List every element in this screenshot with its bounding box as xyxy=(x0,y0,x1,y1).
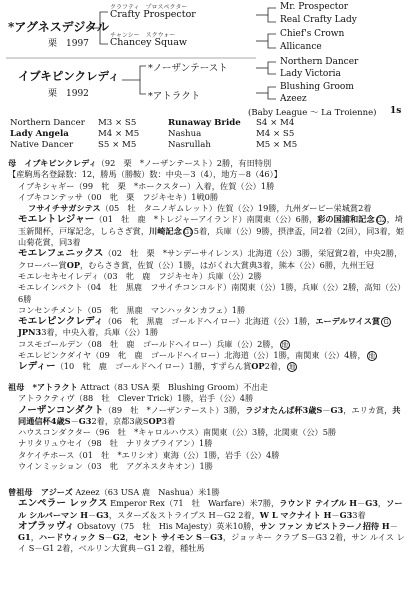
sire-dam-name: Chancey Squaw xyxy=(110,37,188,48)
bold-text: エンペラー レックス xyxy=(18,498,108,510)
dam-section xyxy=(8,158,408,373)
text: － xyxy=(201,532,211,543)
bold-text: 彩の国浦和記念 xyxy=(317,214,375,225)
inbreeding-cross: M4 × M5 xyxy=(98,129,140,139)
text: ウインミッション（03 牝 アグネスタキオン）1勝 xyxy=(18,461,213,472)
bold-text: W L マクナイト H xyxy=(259,509,332,520)
progeny-entry xyxy=(8,405,408,428)
text: イブキコンテッサ（00 牝 栗 フジキセキ）1戦0勝 xyxy=(18,191,219,202)
text: － xyxy=(322,404,331,415)
dam-sire-dam: Lady Victoria xyxy=(280,69,341,79)
bold-text: G3 xyxy=(330,404,344,415)
progeny-entry xyxy=(8,498,408,521)
section-header xyxy=(8,382,408,393)
text: － xyxy=(389,520,398,531)
sire-dam-sire: Chief's Crown xyxy=(280,29,345,39)
inbreeding-ancestor: Native Dancer xyxy=(10,140,74,150)
dam-sire-name: *ノーザンテースト xyxy=(148,63,228,74)
inbreeding-ancestor: Runaway Bride xyxy=(168,118,241,128)
bold-text: OP xyxy=(66,259,81,270)
inbreeding-row xyxy=(10,129,410,140)
progeny-entry xyxy=(8,438,408,449)
circled-mark: 地 xyxy=(368,352,375,361)
text: ， xyxy=(377,498,387,509)
dam-dam-sire: Blushing Groom xyxy=(280,82,354,92)
inbreeding-ancestor: Northern Dancer xyxy=(10,118,85,128)
progeny-entry xyxy=(8,214,408,248)
text: ， xyxy=(125,532,134,543)
bold-text: 母 イブキピンクレディ xyxy=(8,158,97,168)
bold-text: G3 xyxy=(339,509,353,520)
dam-info: 栗 1992 xyxy=(48,89,89,99)
bold-text: モエレトレジャー xyxy=(18,214,95,226)
text: － xyxy=(87,509,97,520)
text: （89 牡 *ノーザンテースト）3勝， xyxy=(103,404,246,415)
text: 5着，兵庫（公）9勝，摂津盃，同2着（2回），同3着，姫山菊花賞，同3着 xyxy=(18,225,405,248)
bold-text: ソール シルバーマン H xyxy=(18,498,403,520)
bold-text: OP xyxy=(251,361,265,372)
inbreeding-cross: S5 × M5 xyxy=(98,140,137,150)
family-note: (Baby League ～ La Troienne) xyxy=(248,108,377,118)
sire-dam-dam: Allicance xyxy=(280,42,322,52)
progeny-entry xyxy=(8,350,408,361)
sire-dam-kana: チャンシー スクウォー xyxy=(110,32,176,39)
text: ハウスコンダクター（96 牡 *キャロルハウス）南関東（公）3勝，北関東（公）5勝 xyxy=(18,427,337,438)
bold-text: G3 xyxy=(210,532,223,543)
text: （92 栗 *ノーザンテースト）2勝，有田特別 xyxy=(96,158,272,168)
text: ，埼玉新聞杯，戸塚記念，しらさぎ賞， xyxy=(18,214,403,236)
text: ，ジョッキー クラブ S－G3 2着，サン ルイス レイ S－G1 2着，ベルリン大賞典－G1 2着，種牡馬 xyxy=(18,532,405,554)
text: ，スターズ＆ストライプス H－G2 2着， xyxy=(108,509,260,520)
text: Attract（83 USA 栗 Blushing Groom）不出走 xyxy=(77,382,268,392)
pedigree-table xyxy=(0,0,415,125)
circled-mark: G1 xyxy=(183,227,194,236)
text: （01 牡 鹿 *トレジャーアイランド）南関東（公）6勝， xyxy=(94,214,318,225)
text: ，エリカ賞， xyxy=(343,404,393,415)
text: ナリタリュウセイ（98 牡 ナリタブライアン）1勝 xyxy=(18,438,213,449)
text: （02 牡 栗 *サンデーサイレンス）北海道（公）3勝，栄冠賞2着，中央2勝，クローバー賞 xyxy=(18,248,403,270)
bold-text: G3 xyxy=(365,498,378,509)
text: （05 牡 タニノギムレット）佐賀（公）19勝，九州ダービー栄城賞2着 xyxy=(100,203,372,214)
section-header xyxy=(8,169,408,180)
sire-info: 栗 1997 xyxy=(48,39,89,49)
text: Obsatovy（75 牡 His Majesty）英米10勝， xyxy=(74,520,260,531)
text: Azeez（63 USA 鹿 Nashua）米1勝 xyxy=(72,487,220,497)
bold-text: オブラッヴィ xyxy=(18,520,75,532)
bold-text: G2 xyxy=(112,532,126,543)
inbreeding-row xyxy=(10,118,410,129)
dam-sire-sire: Northern Dancer xyxy=(280,57,359,67)
circled-mark: 地 xyxy=(281,340,289,349)
progeny-entry xyxy=(8,203,408,214)
text: ， xyxy=(30,532,39,543)
text: イブキシャギー（99 牝 栗 *ホークスター）入着，佐賀（公）1勝 xyxy=(18,180,275,191)
circled-mark: 地 xyxy=(288,363,296,372)
text: － xyxy=(70,415,79,426)
text: （10 牝 鹿 ゴールドヘイロー）1勝，すずらん賞 xyxy=(55,361,252,372)
circled-mark: G xyxy=(381,317,391,327)
text: モエレセキセイレディ（03 牝 鹿 フジキセキ）兵庫（公）2勝 xyxy=(18,270,262,281)
bold-text: サン ファン カピストラーノ招待 H xyxy=(259,520,390,531)
inbreeding-ancestor: Nashua xyxy=(168,129,202,139)
text: コンセンチメント（05 牝 黒鹿 マンハッタンカフェ）1勝 xyxy=(18,304,246,315)
text: 3着 xyxy=(161,415,176,426)
progeny-entry xyxy=(8,316,408,339)
progeny-entry xyxy=(8,450,408,461)
bold-text: ハードウィック S xyxy=(38,532,105,543)
text: ，むらさき賞，佐賀（公）1勝，はがくれ大賞典3着，熊本（公）6勝，九州王冠 xyxy=(80,259,375,270)
progeny-entry xyxy=(8,521,408,555)
progeny-entry xyxy=(8,393,408,404)
text: タケイチホース（01 牡 *エリシオ）東海（公）1勝，岩手（公）4勝 xyxy=(18,449,280,460)
bold-text: ラジオたんぱ杯3歳S xyxy=(245,404,323,415)
bold-text: OP xyxy=(148,415,162,426)
text: アトラクティヴ（88 牡 Clever Trick）1勝，岩手（公）4勝 xyxy=(18,393,254,404)
progeny-entry xyxy=(8,305,408,316)
dam-name: イブキピンクレディ xyxy=(18,69,120,83)
granddam-section xyxy=(8,382,408,472)
inbreeding-list xyxy=(10,118,410,151)
progeny-entry xyxy=(8,192,408,203)
bold-text: 共同通信杯4歳S xyxy=(18,404,401,426)
text: モエレインパクト（04 牡 黒鹿 フサイチコンコルド）南関東（公）1勝，兵庫（公）2勝，高知（公）6勝 xyxy=(18,282,406,304)
bold-text: フサイチサガシテス xyxy=(28,203,101,214)
circled-mark: G2 xyxy=(376,216,386,225)
inbreeding-cross: M4 × S5 xyxy=(256,129,295,139)
bold-text: セント サイモン S xyxy=(133,532,202,543)
bold-text: ノーザンコンダクト xyxy=(18,404,104,416)
bold-text: G3 xyxy=(96,509,109,520)
inbreeding-cross: S4 × M4 xyxy=(256,118,295,128)
section-header xyxy=(8,158,408,169)
text: 3着，中央入着，兵庫（公）1勝 xyxy=(41,327,159,338)
inbreeding-cross: M3 × S5 xyxy=(98,118,137,128)
progeny-entry xyxy=(8,181,408,192)
text: コスモゴールデン（08 牡 鹿 ゴールドヘイロー）兵庫（公）2勝， xyxy=(18,338,279,349)
text: 3着 xyxy=(352,509,366,520)
text: （06 牝 黒鹿 ゴールドヘイロー）北海道（公）1勝， xyxy=(103,316,316,327)
text: 2着，京都3歳S xyxy=(91,415,149,426)
bold-text: 川崎記念 xyxy=(149,225,182,236)
sire-sire-name: Crafty Prospector xyxy=(110,9,196,20)
family-number: 1s xyxy=(390,106,402,116)
bold-text: 曾祖母 アジーズ xyxy=(8,487,73,497)
progeny-entry xyxy=(8,248,408,271)
dam-dam-dam: Azeez xyxy=(280,94,307,104)
progeny-entry xyxy=(8,427,408,438)
bold-text: モエレピンクレディ xyxy=(18,316,104,328)
progeny-entry xyxy=(8,282,408,305)
bold-text: レディー xyxy=(18,361,56,373)
bold-text: JPN3 xyxy=(18,327,42,338)
sire-sire-kana: クラフティ プロスペクター xyxy=(110,4,188,11)
text: 【産駒馬名登録数：12，勝馬（勝鞍）数：中央－3（4），地方－8（46）】 xyxy=(8,169,282,180)
bold-text: G1 xyxy=(18,532,31,543)
sire-name: *アグネスデジタル xyxy=(8,20,109,34)
progeny-entry xyxy=(8,271,408,282)
progeny-entry xyxy=(8,339,408,350)
dam-dam-name: *アトラクト xyxy=(148,91,201,102)
bold-text: 祖母 *アトラクト xyxy=(8,382,78,392)
inbreeding-ancestor: Lady Angela xyxy=(10,129,69,139)
inbreeding-ancestor: Nasrullah xyxy=(168,140,211,150)
text: － xyxy=(357,498,366,509)
text: － xyxy=(104,532,113,543)
text: Emperor Rex（71 牡 Warfare）米7勝， xyxy=(107,498,280,509)
bold-text: エーデルワイス賞 xyxy=(315,316,381,327)
progeny-entry xyxy=(8,361,408,372)
great-granddam-section xyxy=(8,487,408,555)
sire-sire-dam: Real Crafty Lady xyxy=(280,15,357,25)
bold-text: G3 xyxy=(78,415,92,426)
progeny-entry xyxy=(8,461,408,472)
bold-text: ラウンド テイブル H xyxy=(279,498,358,509)
section-header xyxy=(8,487,408,498)
bold-text: モエレフェニックス xyxy=(18,248,104,260)
inbreeding-row xyxy=(10,140,410,151)
sire-sire-sire: Mr. Prospector xyxy=(280,2,349,12)
text: モエレピンクダイヤ（09 牝 鹿 ゴールドヘイロー）北海道（公）1勝，南関東（公）4勝， xyxy=(18,350,366,361)
inbreeding-cross: M5 × M5 xyxy=(256,140,298,150)
text: － xyxy=(331,509,340,520)
text: 2着， xyxy=(264,361,287,372)
